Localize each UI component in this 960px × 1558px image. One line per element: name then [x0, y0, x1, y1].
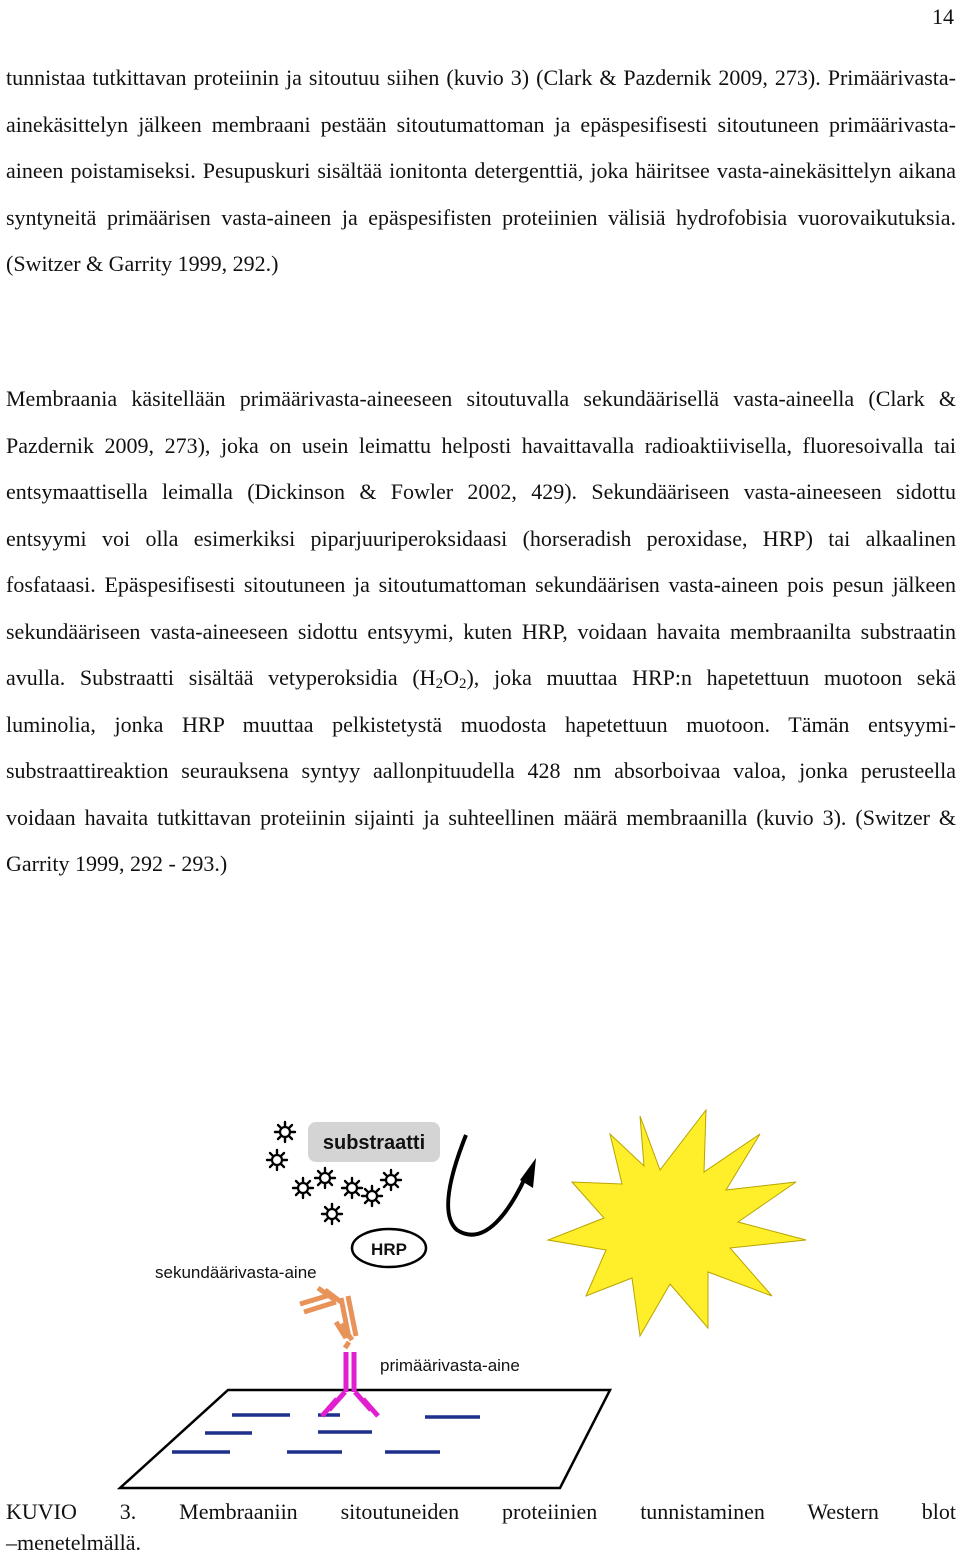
substrate-molecule-icon	[322, 1204, 342, 1224]
paragraph-1-text: tunnistaa tutkittavan proteiinin ja sitoutuu siihen (kuvio 3) (Clark & Pazdernik 2009, 273). Primäärivasta-ainekäsittelyn jälkeen membraani pestään sitoutumattoman ja epäspesifisesti sitoutuneen primäärivasta-aineen poistamiseksi. Pesupuskuri sisältää ionitonta detergenttiä, joka häiritsee vasta-ainekäsittelyn aikana syntyneitä primäärisen vasta-aineen ja epäspesifisten proteiinien välisiä hydrofobisia vuorovaikutuksia. (Switzer & Garrity 1999, 292.)	[6, 65, 956, 276]
subscript-h: 2	[435, 676, 444, 692]
figure-caption: KUVIO 3. Membraaniin sitoutuneiden proteiinien tunnistaminen Western blot	[6, 1499, 956, 1524]
substrate-label: substraatti	[322, 1132, 426, 1154]
subscript-o: 2	[458, 676, 467, 692]
substrate-molecule-icon	[267, 1150, 287, 1170]
paragraph-1	[6, 55, 956, 288]
reaction-arrow	[448, 1135, 525, 1235]
western-blot-figure	[0, 1090, 960, 1490]
primary-antibody-label: primäärivasta-aine	[380, 1356, 520, 1375]
paragraph-2-text-a: Membraania käsitellään primäärivasta-aineeseen sitoutuvalla sekundäärisellä vasta-aineella (Clark & Pazdernik 2009, 273), joka on usein leimattu helposti havaittavalla radioaktiivisella, fluoresoivalla tai entsymaattisella leimalla (Dickinson & Fowler 2002, 429). Sekundääriseen vasta-aineeseen sidottu entsyymi voi olla esimerkiksi piparjuuriperoksidaasi (horseradish peroxidase, HRP) tai alkaalinen fosfataasi. Epäspesifisesti sitoutuneen ja sitoutumattoman sekundäärisen vasta-aineen pois pesun jälkeen sekundääriseen vasta-aineeseen sidottu entsyymi, kuten HRP, voidaan havaita membraanilta substraatin avulla. Substraatti sisältää vetyperoksidia (H	[6, 386, 956, 690]
substrate-molecule-icon	[275, 1122, 295, 1142]
paragraph-2-o: O	[443, 665, 459, 690]
substrate-molecule-icon	[381, 1170, 401, 1190]
figure-caption-line-2: –menetelmällä.	[6, 1530, 141, 1555]
secondary-antibody	[300, 1288, 356, 1348]
paragraph-2-text-b: ), joka muuttaa HRP:n hapetettuun muotoon sekä luminolia, jonka HRP muuttaa pelkistetystä muodosta hapetettuun muotoon. Tämän entsyymi-substraattireaktion seurauksena syntyy aallonpituudella 428 nm absorboivaa valoa, jonka perusteella voidaan havaita tutkittavan proteiinin sijainti ja suhteellinen määrä membraanilla (kuvio 3). (Switzer & Garrity 1999, 292 - 293.)	[6, 665, 956, 876]
paragraph-2	[6, 376, 956, 888]
substrate-molecule-icon	[362, 1186, 382, 1206]
substrate-molecule-icon	[342, 1178, 362, 1198]
light-emission-icon	[548, 1110, 806, 1336]
hrp-label: HRP	[371, 1240, 407, 1259]
substrate-molecule-icon	[293, 1178, 313, 1198]
page-number: 14	[932, 4, 954, 29]
secondary-antibody-label: sekundäärivasta-aine	[155, 1263, 317, 1282]
substrate-molecule-icon	[315, 1168, 335, 1188]
western-blot-diagram	[0, 1090, 960, 1490]
